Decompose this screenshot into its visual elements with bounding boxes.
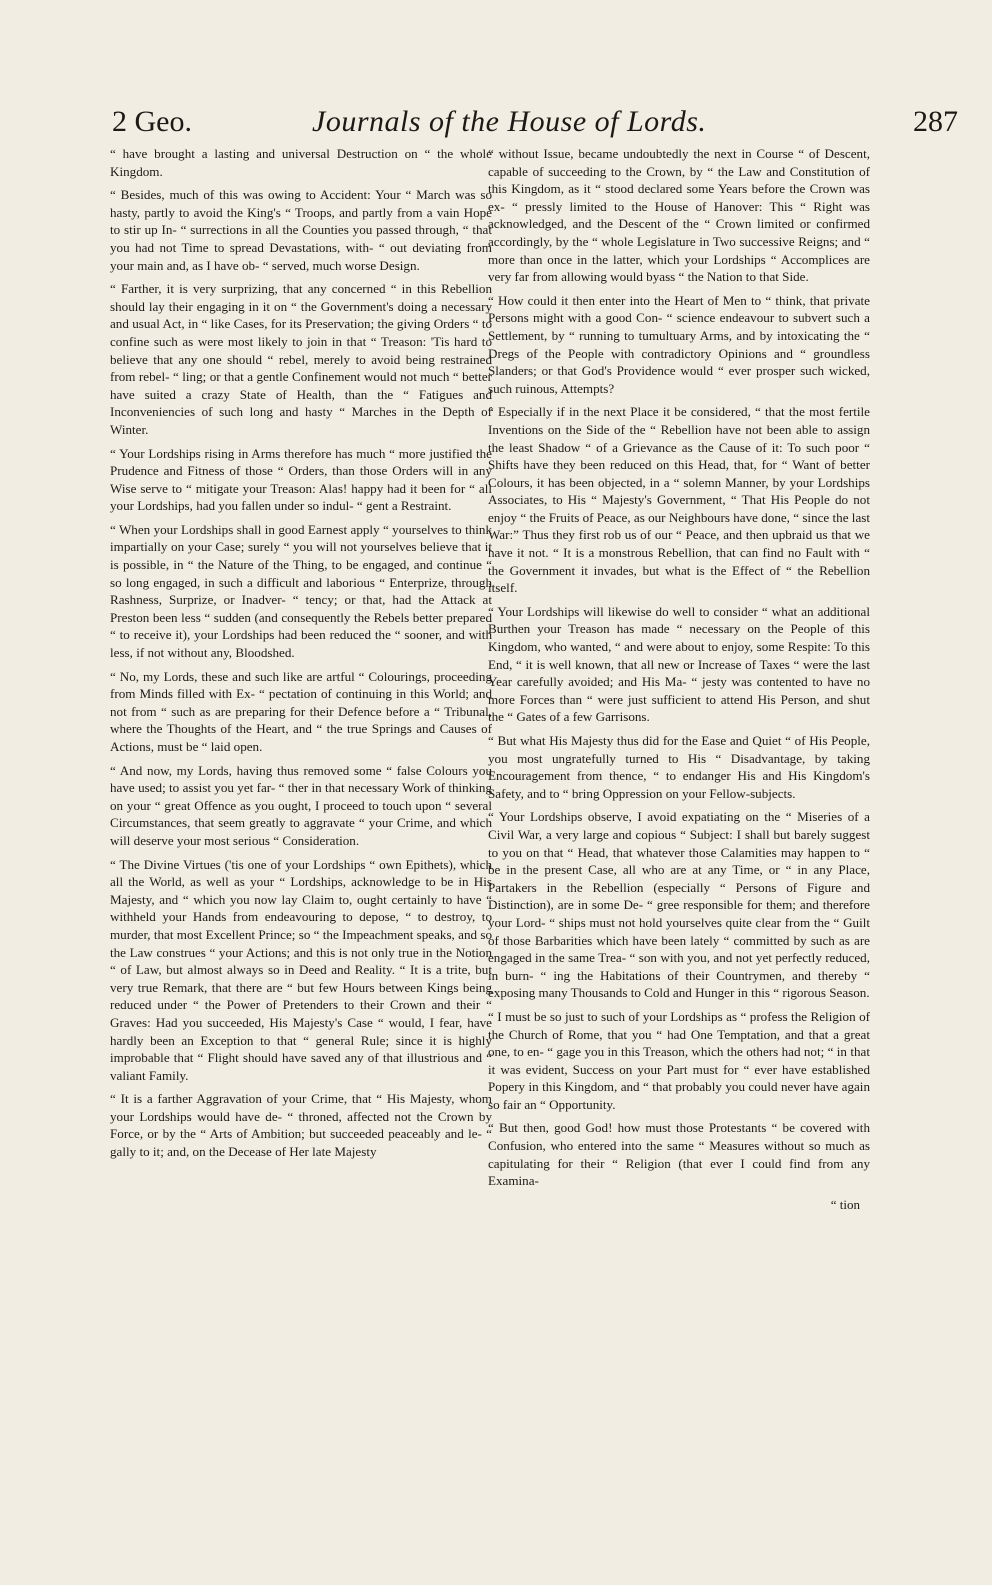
paragraph: “ The Divine Virtues ('tis one of your Lordships “ own Epithets), which all the World, as well as your “ Lordships, acknowledge to be in His Majesty, and “ which you now lay Claim to, ought certainly to have “ withheld your Hands from endeavouring to depose, “ to destroy, to murder, that most Excellent Prince; so “ the Impeachment speaks, and so the Law construes “ your Actions; and this is not only true in the Notion “ of Law, but almost always so in Deed and Reality. “ It is a trite, but very true Remark, that there are “ but few Hours between Kings being reduced under “ the Power of Pretenders to their Crown and their “ Graves: Had you succeeded, His Majesty's Case “ would, I fear, have hardly been an Exception to that “ general Rule; since it is highly improbable that “ Flight should have saved any of that illustrious and “ valiant Family. xyxy=(110,856,492,1083)
paragraph: “ When your Lordships shall in good Earnest apply “ yourselves to think impartially on your Case; surely “ you will not yourselves believe that it is possible, in “ the Nature of the Thing, to be engaged, and continue “ so long engaged, in such a difficult and laborious “ Enterprize, through Rashness, Surprize, or Inadver- “ tency; or that, had the Attack at Preston been less “ sudden (and consequently the Rebels better prepared “ to receive it), your Lordships had been reduced the “ sooner, and with less, if not without any, Bloodshed. xyxy=(110,521,492,661)
paragraph: “ No, my Lords, these and such like are artful “ Colourings, proceeding from Minds filled with Ex- “ pectation of continuing in this World; and not from “ such as are preparing for their Defence before a “ Tribunal, where the Thoughts of the Heart, and “ the true Springs and Causes of Actions, must be “ laid open. xyxy=(110,668,492,754)
paragraph: “ It is a farther Aggravation of your Crime, that “ His Majesty, whom your Lordships would have de- “ throned, affected not the Crown by Force, or by the “ Arts of Ambition; but succeeded peaceably and le- “ gally to it; and, on the Decease of Her late Majesty xyxy=(110,1091,492,1160)
paragraph: “ Your Lordships will likewise do well to consider “ what an additional Burthen your Treason has made “ necessary on the People of this Kingdom, who wanted, “ and were about to enjoy, some Respite: To this End, “ it is well known, that all new or Increase of Taxes “ were the last Year carefully avoided; and His Ma- “ jesty was contented to have no more Forces than “ were just sufficient to attend His Person, and shut the “ Gates of a few Garrisons. xyxy=(488,603,870,725)
paragraph: “ Your Lordships rising in Arms therefore has much “ more justified the Prudence and Fitness of those “ Orders, than those Orders will in any Wise serve to “ mitigate your Treason: Alas! happy had it been for “ all your Lordships, had you fallen under so indul- “ gent a Restraint. xyxy=(110,445,492,514)
page-number: 287 xyxy=(913,105,958,138)
paragraph: “ Especially if in the next Place it be considered, “ that the most fertile Inventions on the Side of the “ Rebellion have not been able to assign the least Shadow “ of a Grievance as the Cause of it: To such poor “ Shifts have they been reduced on this Head, that, for “ Want of better Colours, it has been objected, in a “ solemn Manner, by your Lordships Associates, to His “ Majesty's Government, “ That His People do not enjoy “ the Fruits of Peace, as our Neighbours have done, “ since the last War:” Thus they first rob us of our “ Peace, and then upbraid us that we have it not. “ It is a monstrous Rebellion, that can find no Fault with “ the Government it invades, but what is the Effect of “ the Rebellion itself. xyxy=(488,404,870,596)
paragraph: “ I must be so just to such of your Lordships as “ profess the Religion of the Church of Rome, that you “ had One Temptation, and that a great one, to en- “ gage you in this Treason, which the others had not; “ in that it was evident, Success on your Part must for “ ever have established Popery in this Kingdom, and “ that probably you could never have again so fair an “ Opportunity. xyxy=(488,1008,870,1112)
journal-title: Journals of the House of Lords. xyxy=(312,105,707,138)
paragraph: “ But what His Majesty thus did for the Ease and Quiet “ of His People, you most ungratefully turned to His “ Disadvantage, by taking Encouragement from thence, “ to endanger His and His Kingdom's Safety, and to “ bring Oppression on your Fellow-subjects. xyxy=(488,733,870,801)
paragraph: “ Your Lordships observe, I avoid expatiating on the “ Miseries of a Civil War, a very large and copious “ Subject: I shall but barely suggest to you on that “ Head, that whatever those Calamities may happen to “ be in the present Case, all who are at any Time, or “ in any Place, Partakers in the Rebellion (especially “ Persons of Figure and Distinction), are in some De- “ gree responsible for them; and therefore your Lord- “ ships must not hold yourselves quite clear from the “ Guilt of those Barbarities which have been lately “ committed by such as are engaged in the same Trea- “ son with you, and not yet perfectly reduced, in burn- “ ing the Habitations of their Countrymen, and thereby “ exposing many Thousands to Cold and Hunger in this “ rigorous Season. xyxy=(488,809,870,1001)
paragraph: “ have brought a lasting and universal Destruction on “ the whole Kingdom. xyxy=(110,146,492,179)
paragraph: “ But then, good God! how must those Protestants “ be covered with Confusion, who entered into the same “ Measures without so much as capitulating for their “ Religion (that ever I could find from any Examina- xyxy=(488,1120,870,1189)
regnal-year: 2 Geo. xyxy=(112,105,192,138)
paragraph: “ Farther, it is very surprizing, that any concerned “ in this Rebellion should lay their engaging in it on “ the Government's doing a necessary and usual Act, in “ like Cases, for its Preservation; the giving Orders “ to confine such as were most likely to join in that “ Treason: 'Tis hard to believe that any one should “ rebel, merely to avoid being restrained from rebel- “ ling; or that a gentle Confinement would not much “ better have suited a crazy State of Health, than the “ Fatigues and Inconveniencies of such long and hasty “ Marches in the Depth of Winter. xyxy=(110,281,492,437)
paragraph: “ without Issue, became undoubtedly the next in Course “ of Descent, capable of succeeding to the Crown, by “ the Law and Constitution of this Kingdom, as it “ stood declared some Years before the Crown was ex- “ pressly limited to the House of Hanover: This “ Right was acknowledged, and the Descent of the “ Crown limited or confirmed accordingly, by the “ whole Legislature in Two successive Reigns; and “ more than once in the latter, which your Lordships “ Accomplices are very far from allowing would byass “ the Nation to that Side. xyxy=(488,146,870,285)
running-head xyxy=(112,100,958,144)
paragraph: “ And now, my Lords, having thus removed some “ false Colours you have used; to assist you yet far- “ ther in that necessary Work of thinking on your “ great Offence as you ought, I proceed to touch upon “ several Circumstances, that seem greatly to aggravate “ your Crime, and which will deserve your most serious “ Consideration. xyxy=(110,762,492,848)
paragraph: “ How could it then enter into the Heart of Men to “ think, that private Persons might with a good Con- “ science endeavour to subvert such a Settlement, by “ running to tumultuary Arms, and by intoxicating the “ Dregs of the People with contradictory Opinions and “ groundless Slanders; or that God's Providence would “ ever prosper such wicked, such ruinous, Attempts? xyxy=(488,292,870,396)
paragraph: “ Besides, much of this was owing to Accident: Your “ March was so hasty, partly to avoid the King's “ Troops, and partly from a vain Hope to stir up In- “ surrections in all the Counties you passed through, “ that you had not Time to spread Devastations, with- “ out deviating from your main and, as I have ob- “ served, much worse Design. xyxy=(110,187,492,273)
catchword: “ tion xyxy=(830,1196,860,1212)
right-column xyxy=(488,145,870,1213)
left-column xyxy=(110,145,492,1167)
